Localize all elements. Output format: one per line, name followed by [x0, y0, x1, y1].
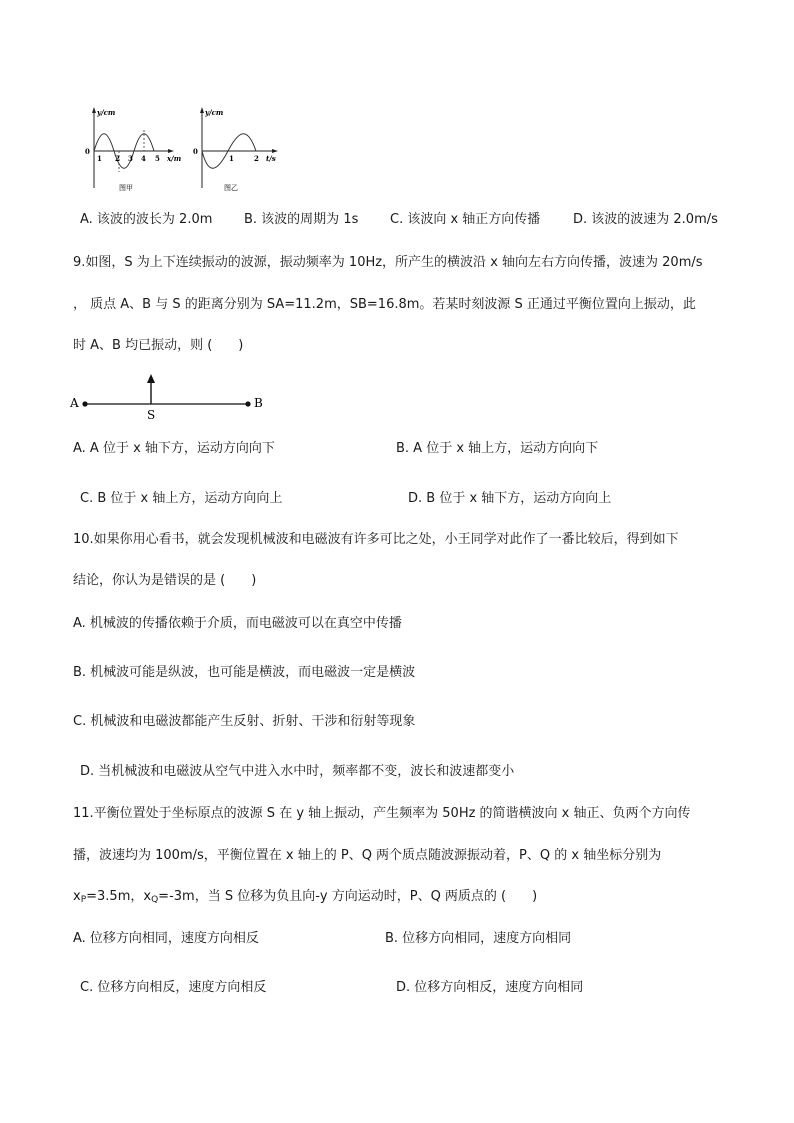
q11-option-b[interactable]: B. 位移方向相同，速度方向相同 — [385, 931, 572, 946]
fig-yi-x-arrow — [272, 149, 278, 153]
q9-figure — [66, 370, 276, 426]
q9-label-b: B — [254, 396, 263, 410]
q11-stem-line1: 11.平衡位置处于坐标原点的波源 S 在 y 轴上振动，产生频率为 50Hz 的简谐横波向 x 轴正、负两个方向传 — [73, 806, 691, 821]
q11-stem-line3 — [73, 889, 537, 908]
q9-point-b — [245, 401, 250, 406]
fig-yi-caption: 图乙 — [224, 184, 238, 192]
fig-jia-x-arrow — [168, 149, 174, 153]
fig-yi-x-label: t/s — [266, 154, 276, 163]
q10-option-d[interactable]: D. 当机械波和电磁波从空气中进入水中时，频率都不变，波长和波速都变小 — [80, 764, 515, 779]
fig-yi-y-label: y/cm — [205, 108, 224, 117]
q11-xq-sub: Q — [151, 895, 159, 905]
q9-option-a[interactable]: A. A 位于 x 轴下方，运动方向向下 — [73, 441, 275, 456]
figure-yi — [188, 104, 288, 194]
fig-jia-x-label: x/m — [167, 154, 182, 163]
q11-option-d[interactable]: D. 位移方向相反，速度方向相同 — [396, 980, 584, 995]
q9-stem-line2: ， 质点 A、B 与 S 的距离分别为 SA=11.2m，SB=16.8m。若某时刻波源 S 正通过平衡位置向上振动，此 — [73, 297, 696, 312]
fig-jia-tick-4: 4 — [141, 154, 146, 163]
q10-option-b[interactable]: B. 机械波可能是纵波，也可能是横波，而电磁波一定是横波 — [73, 665, 416, 680]
q8-option-b[interactable]: B. 该波的周期为 1s — [244, 212, 359, 227]
q8-option-d[interactable]: D. 该波的波速为 2.0m/s — [573, 212, 718, 227]
fig-jia-tick-2: 2 — [115, 154, 120, 163]
q11-option-c[interactable]: C. 位移方向相反，速度方向相反 — [80, 980, 267, 995]
fig-yi-tick-2: 2 — [254, 154, 259, 163]
fig-jia-origin: 0 — [85, 147, 90, 156]
q10-option-a[interactable]: A. 机械波的传播依赖于介质，而电磁波可以在真空中传播 — [73, 616, 402, 631]
q11-xp-var: x — [73, 889, 81, 904]
q9-label-a: A — [70, 396, 79, 410]
fig-yi-tick-1: 1 — [229, 154, 234, 163]
q10-option-c[interactable]: C. 机械波和电磁波都能产生反射、折射、干涉和衍射等现象 — [73, 714, 416, 729]
q9-option-c[interactable]: C. B 位于 x 轴上方，运动方向向上 — [80, 491, 283, 506]
q9-point-a — [82, 401, 87, 406]
q11-xp-val: =3.5m， — [86, 889, 144, 904]
q9-label-s: S — [147, 408, 156, 422]
q9-stem-line1: 9.如图，S 为上下连续振动的波源，振动频率为 10Hz，所产生的横波沿 x 轴向左右方向传播，波速为 20m/s — [73, 255, 703, 270]
fig-jia-y-arrow — [92, 107, 96, 113]
q8-option-c[interactable]: C. 该波向 x 轴正方向传播 — [390, 212, 541, 227]
q11-xq-val: =-3m，当 S 位移为负且向-y 方向运动时，P、Q 两质点的 ( ) — [158, 889, 538, 904]
q11-option-a[interactable]: A. 位移方向相同，速度方向相反 — [73, 931, 259, 946]
q10-stem-line1: 10.如果你用心看书，就会发现机械波和电磁波有许多可比之处，小王同学对此作了一番比较后，得到如下 — [73, 532, 679, 547]
q9-source-arrow-head — [147, 374, 155, 383]
q8-option-a[interactable]: A. 该波的波长为 2.0m — [80, 212, 213, 227]
fig-jia-tick-3: 3 — [128, 154, 133, 163]
q11-xp-sub: P — [80, 895, 87, 905]
fig-jia-tick-5: 5 — [155, 154, 160, 163]
fig-jia-y-label: y/cm — [97, 108, 116, 117]
figure-jia — [74, 104, 190, 194]
fig-yi-y-arrow — [200, 107, 204, 113]
q10-stem-line2: 结论，你认为是错误的是 ( ) — [73, 573, 257, 588]
fig-jia-tick-1: 1 — [97, 154, 102, 163]
q11-stem-line2: 播，波速均为 100m/s，平衡位置在 x 轴上的 P、Q 两个质点随波源振动着，P、Q 的 x 轴坐标分别为 — [73, 848, 662, 863]
fig-jia-caption: 图甲 — [119, 184, 133, 192]
q9-option-d[interactable]: D. B 位于 x 轴下方，运动方向向上 — [408, 491, 612, 506]
q9-stem-line3: 时 A、B 均已振动，则 ( ) — [73, 338, 244, 353]
fig-yi-origin: 0 — [193, 147, 198, 156]
q11-xq-var: x — [143, 889, 152, 904]
q9-option-b[interactable]: B. A 位于 x 轴上方，运动方向向下 — [396, 441, 599, 456]
